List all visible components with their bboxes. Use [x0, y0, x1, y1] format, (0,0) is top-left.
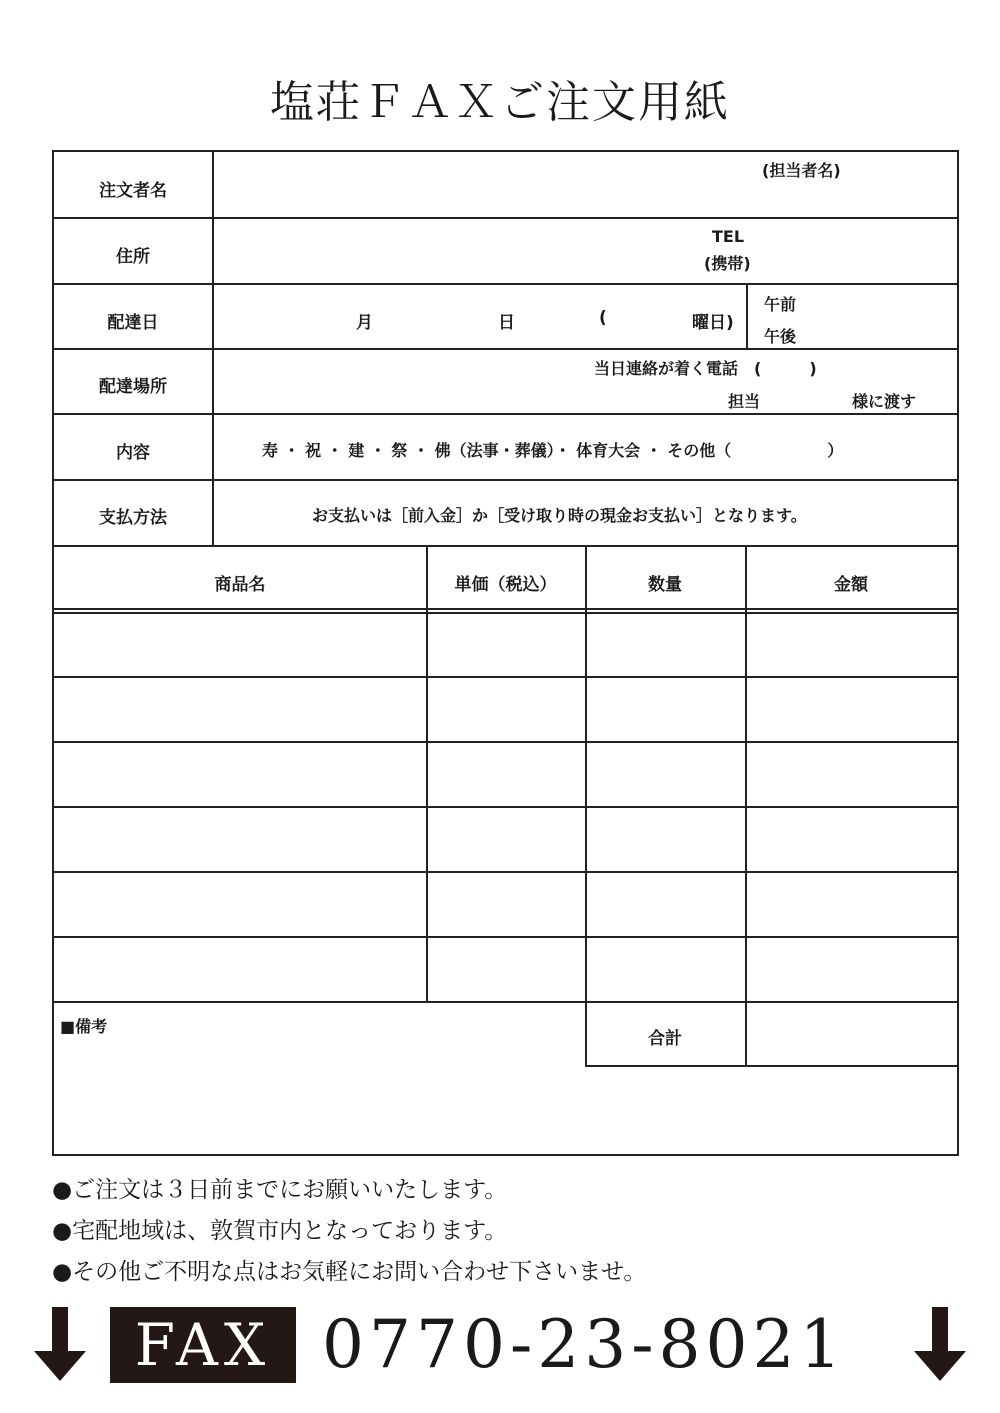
delivery-place-field[interactable]: [214, 350, 957, 413]
fax-number[interactable]: 0770-23-8021: [322, 1306, 847, 1383]
row-divider: [54, 413, 957, 415]
am-label: 午前: [764, 295, 797, 314]
orderer-label: 注文者名: [99, 181, 167, 201]
down-arrow-icon: [912, 1307, 968, 1381]
payment-label: 支払方法: [99, 508, 167, 528]
weekday-label: 曜日): [692, 313, 734, 333]
note-item: ●宅配地域は、敦賀市内となっております。: [52, 1218, 508, 1244]
note-item: ●ご注文は３日前までにお願いいたします。: [52, 1177, 508, 1203]
row-divider: [54, 283, 957, 285]
delivery-place-label: 配達場所: [99, 377, 167, 397]
tel-label: TEL: [712, 227, 745, 246]
header-underline: [54, 612, 957, 614]
col-divider: [585, 545, 587, 1065]
total-row-bottom: [585, 1065, 957, 1067]
person-in-charge-label: (担当者名): [762, 161, 841, 180]
same-day-phone-label: 当日連絡が着く電話 ( ): [594, 359, 817, 378]
total-label: 合計: [648, 1029, 682, 1049]
table-row-divider: [54, 871, 957, 873]
address-label: 住所: [116, 247, 150, 267]
address-field[interactable]: [214, 219, 957, 283]
header-amount: 金額: [834, 575, 868, 595]
weekday-open-paren: (: [599, 308, 607, 328]
col-divider: [745, 545, 747, 1065]
notes: [52, 1170, 646, 1293]
pm-label: 午後: [764, 327, 797, 346]
fax-label: FAX: [110, 1307, 296, 1383]
table-row-divider: [54, 936, 957, 938]
mobile-label: (携帯): [704, 254, 751, 273]
page-title: 塩荘ＦＡＸご注文用紙: [270, 77, 730, 128]
row-divider: [54, 479, 957, 481]
day-label: 日: [498, 313, 515, 333]
fax-banner: [0, 1305, 1000, 1385]
note-item: ●その他ご不明な点はお気軽にお問い合わせ下さいませ。: [52, 1259, 647, 1285]
table-row-divider: [54, 676, 957, 678]
order-form: [52, 150, 959, 1156]
down-arrow-icon: [32, 1307, 88, 1381]
table-row-divider: [54, 806, 957, 808]
header-quantity: 数量: [648, 575, 682, 595]
orderer-name-field[interactable]: [214, 152, 957, 217]
remarks-field[interactable]: [54, 1003, 585, 1154]
payment-text: お支払いは［前入金］か［受け取り時の現金お支払い］となります。: [312, 506, 807, 525]
total-amount-field[interactable]: [747, 1003, 957, 1065]
row-divider: [54, 545, 957, 547]
hand-to-label: 様に渡す: [852, 392, 917, 411]
table-row-divider: [54, 741, 957, 743]
delivery-date-label: 配達日: [107, 313, 159, 333]
content-label: 内容: [116, 443, 150, 463]
header-unit-price: 単価（税込）: [454, 575, 557, 595]
header-underline: [54, 608, 957, 610]
header-product-name: 商品名: [214, 575, 266, 595]
content-options: 寿 ・ 祝 ・ 建 ・ 祭 ・ 佛（法事・葬儀）・ 体育大会 ・ その他（ ）: [262, 441, 844, 460]
remarks-label: ■備考: [60, 1017, 108, 1036]
handler-label: 担当: [728, 392, 761, 411]
ampm-divider: [746, 283, 748, 348]
month-label: 月: [356, 313, 373, 333]
